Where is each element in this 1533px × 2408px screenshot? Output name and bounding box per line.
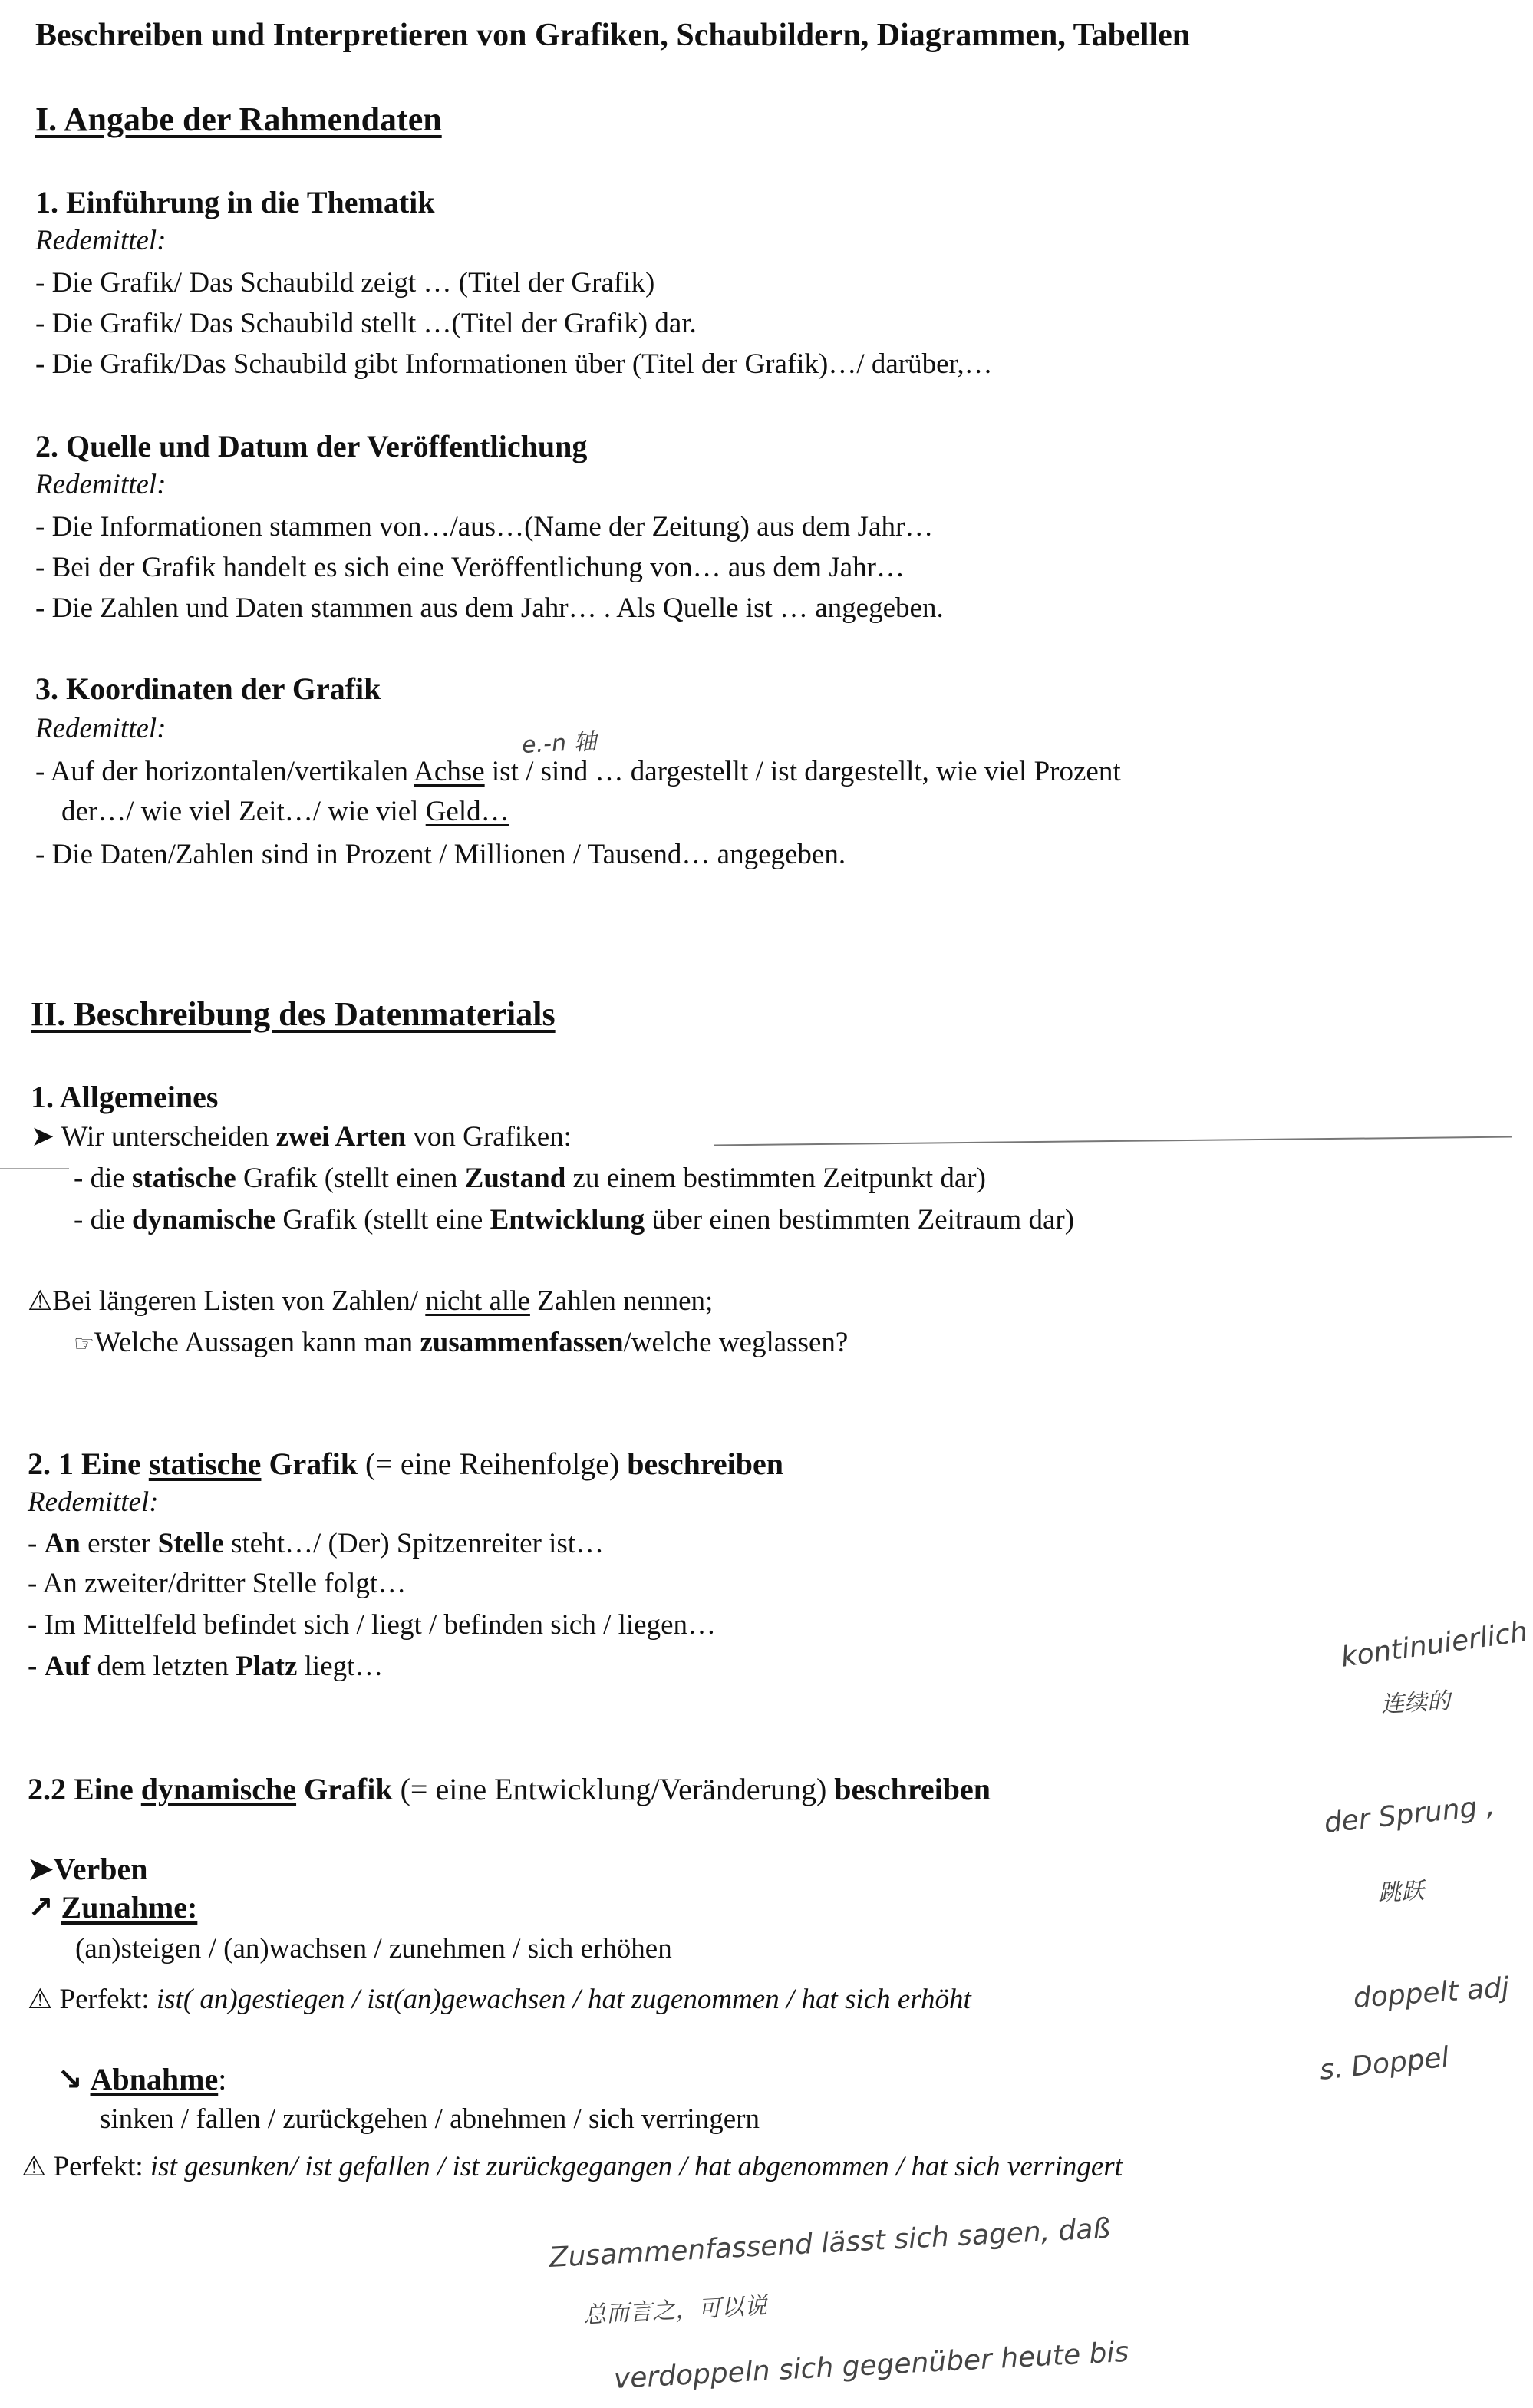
s2-heading: 2. Quelle und Datum der Veröffentlichung xyxy=(35,429,588,463)
s3-item-2: - Die Daten/Zahlen sind in Prozent / Millionen / Tausend… angegeben. xyxy=(35,839,846,870)
s1-redemittel: Redemittel: xyxy=(35,225,166,256)
s21-heading: 2. 1 Eine statische Grafik (= eine Reihenfolge) beschreiben xyxy=(28,1446,784,1481)
arrow-up-right-icon: ↗ xyxy=(28,1890,54,1925)
s3-item-1: - Auf der horizontalen/vertikalen Achse ist / sind … dargestellt / ist dargestellt, wie viel Prozent xyxy=(35,756,1121,787)
s21-item-2: - An zweiter/dritter Stelle folgt… xyxy=(28,1568,407,1599)
handwritten-note-zusammenfassend-zh: 总而言之，可以说 xyxy=(582,2292,768,2329)
pencil-stroke-2 xyxy=(0,1168,69,1169)
allgemeines-line-2: - die statische Grafik (stellt einen Zustand zu einem bestimmten Zeitpunkt dar) xyxy=(74,1163,986,1194)
warning-line-2: ☞Welche Aussagen kann man zusammenfassen/welche weglassen? xyxy=(74,1327,849,1358)
pencil-stroke xyxy=(714,1136,1512,1146)
zunahme-verbs: (an)steigen / (an)wachsen / zunehmen / sich erhöhen xyxy=(75,1933,672,1964)
abnahme-heading: ↘ Abnahme: xyxy=(57,2062,227,2097)
s2-item-3: - Die Zahlen und Daten stammen aus dem Jahr… . Als Quelle ist … angegeben. xyxy=(35,592,944,624)
warning-icon: ⚠ xyxy=(21,2151,47,2182)
s3-heading: 3. Koordinaten der Grafik xyxy=(35,671,381,706)
s2-redemittel: Redemittel: xyxy=(35,469,166,500)
zunahme-perfekt: ⚠ Perfekt: ist( an)gestiegen / ist(an)gewachsen / hat zugenommen / hat sich erhöht xyxy=(28,1984,971,2015)
s1-item-2: - Die Grafik/ Das Schaubild stellt …(Titel der Grafik) dar. xyxy=(35,308,697,339)
handwritten-note-kontinuierlich: kontinuierlich xyxy=(1339,1616,1530,1674)
s1-item-3: - Die Grafik/Das Schaubild gibt Informationen über (Titel der Grafik)…/ darüber,… xyxy=(35,348,993,380)
warning-icon: ⚠ xyxy=(28,1285,53,1317)
allgemeines-heading: 1. Allgemeines xyxy=(31,1080,219,1114)
s1-item-1: - Die Grafik/ Das Schaubild zeigt … (Titel der Grafik) xyxy=(35,267,655,299)
s3-item-1-cont: der…/ wie viel Zeit…/ wie viel Geld… xyxy=(61,796,509,827)
handwritten-note-kontinuierlich-zh: 连续的 xyxy=(1380,1687,1451,1718)
s2-item-2: - Bei der Grafik handelt es sich eine Veröffentlichung von… aus dem Jahr… xyxy=(35,552,905,583)
s21-item-4: - Auf dem letzten Platz liegt… xyxy=(28,1651,384,1682)
allgemeines-line-1: ➤ Wir unterscheiden zwei Arten von Grafiken: xyxy=(31,1121,572,1153)
handwritten-note-achse: e.-n 轴 xyxy=(521,727,598,759)
s3-redemittel: Redemittel: xyxy=(35,713,166,744)
section-1-heading: I. Angabe der Rahmendaten xyxy=(35,101,442,138)
arrow-down-right-icon: ↘ xyxy=(57,2062,83,2097)
handwritten-note-sprung-zh: 跳跃 xyxy=(1377,1877,1426,1907)
abnahme-verbs: sinken / fallen / zurückgehen / abnehmen / sich verringern xyxy=(100,2103,760,2135)
handwritten-note-zusammenfassend: Zusammenfassend lässt sich sagen, daß xyxy=(548,2212,1112,2274)
arrow-right-icon: ➤ xyxy=(28,1852,54,1886)
arrow-right-icon: ➤ xyxy=(31,1121,55,1153)
warning-line-1: ⚠Bei längeren Listen von Zahlen/ nicht alle Zahlen nennen; xyxy=(28,1285,714,1317)
s21-item-3: - Im Mittelfeld befindet sich / liegt / befinden sich / liegen… xyxy=(28,1609,717,1641)
handwritten-note-sprung: der Sprung , xyxy=(1322,1790,1497,1839)
section-2-heading: II. Beschreibung des Datenmaterials xyxy=(31,995,556,1033)
handwritten-note-doppel: s. Doppel xyxy=(1317,2041,1451,2086)
zunahme-heading: ↗ Zunahme: xyxy=(28,1890,198,1925)
s2-item-1: - Die Informationen stammen von…/aus…(Name der Zeitung) aus dem Jahr… xyxy=(35,511,934,543)
warning-icon: ⚠ xyxy=(28,1984,53,2015)
handwritten-note-doppelt: doppelt adj xyxy=(1352,1971,1511,2014)
s22-heading: 2.2 Eine dynamische Grafik (= eine Entwicklung/Veränderung) beschreiben xyxy=(28,1772,991,1806)
abnahme-perfekt: ⚠ Perfekt: ist gesunken/ ist gefallen / ist zurückgegangen / hat abgenommen / hat sich verringert xyxy=(21,2151,1123,2182)
s21-redemittel: Redemittel: xyxy=(28,1486,159,1518)
handwritten-note-verdoppeln: verdoppeln sich gegenüber heute bis xyxy=(612,2336,1130,2395)
s21-item-1: - An erster Stelle steht…/ (Der) Spitzenreiter ist… xyxy=(28,1528,605,1559)
s1-heading: 1. Einführung in die Thematik xyxy=(35,185,435,219)
verben-heading: ➤Verben xyxy=(28,1852,148,1886)
pointing-hand-icon: ☞ xyxy=(74,1331,94,1357)
allgemeines-line-3: - die dynamische Grafik (stellt eine Entwicklung über einen bestimmten Zeitraum dar) xyxy=(74,1204,1075,1235)
page-title: Beschreiben und Interpretieren von Grafiken, Schaubildern, Diagrammen, Tabellen xyxy=(35,18,1191,53)
